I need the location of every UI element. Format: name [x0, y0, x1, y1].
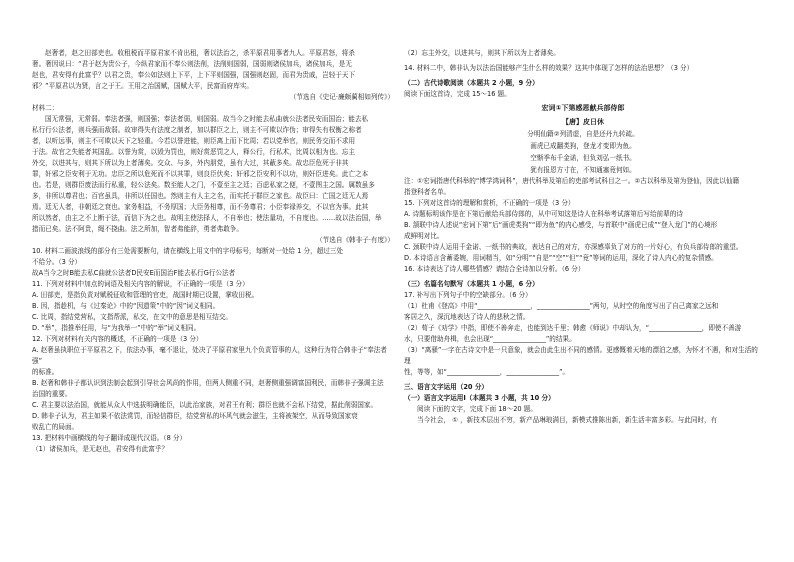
text-line: （1）杜甫《登高》中用“________________，________________”两句，从时空的角度写出了自己离家之远和: [404, 302, 719, 310]
text-line: B. 颔联中诗人述说“宏词下第”后“画虎类狗”“即为鱼”的内心感受，与首联中“画虎已成”“登入龙门”的心境形: [404, 221, 718, 229]
text-line: 的标准。: [32, 368, 59, 376]
poem-title: 宏词①下第感恩献兵部侍郎: [541, 104, 625, 112]
text-line: 11. 下列对材料中加点的词语及相关内容的解说，不正确的一项是（3 分）: [32, 280, 249, 288]
text-line: 12. 下列对材料有关内容的概述，不正确的一项是（3 分）: [32, 335, 203, 343]
text-line: C. 君主要以法治国，就能从众人中选拔明确能臣，以此治家族，对君王有利；群臣也就不会私下结党，据此削弱国家。: [32, 401, 378, 409]
text-line: 也。若是，则群臣废法而行私重，轻公法矣。数至能人之门，不壹至主之廷；百虑私家之便，不壹图主之国。属数虽多: [32, 181, 375, 189]
text-line: 客居之久，深沉地表达了诗人的悲秋之情。: [404, 313, 530, 321]
text-line: （1）诸侯加兵，是无赵也，君安得有此富乎？: [32, 445, 169, 453]
poem-line: 犹有报恩方寸在，不知通塞竟何如。: [530, 166, 636, 174]
text-line: 当今社会， ① ，新技术层出不穷，新产品琳琅满目，新模式推陈出新，新生活丰富多彩。与此同时，有: [417, 416, 718, 424]
text-line: 不给分。（3 分）: [32, 258, 82, 266]
text-line: （节选自《韩非子·有度》）: [316, 236, 394, 244]
text-line: 注：①宏词指唐代科举的“博学鸿词科”，唐代科举及第后的吏部考试科目之一。②古以科举及第为登仙，因此以仙籍: [404, 177, 740, 185]
text-line: 邪？”平原君以为贤，言之于王。王用之治国赋，国赋大平，民富而府库实。: [32, 82, 254, 90]
text-line: 三、语言文字运用（20 分）: [404, 383, 489, 391]
text-line: 罪，奸邪之臣安利于无功。忠臣之所以危死而不以其罪，则良臣伏矣；奸邪之臣安利不以功，则奸臣进矣。此亡之本: [32, 170, 369, 178]
text-line: 治国的重要。: [32, 390, 72, 398]
text-line: A. 赵奢虽执职位于平原君之下，依法办事，毫不退让，处决了平原君家里九个负责管事的人，这种行为符合韩非子“奉法者强”: [32, 346, 387, 365]
text-line: 焉。廷无人者，非朝廷之衰也。家务相益，不务厚国；大臣务相尊，而不务尊君；小臣奉禄养交，不以官为事。此其: [32, 203, 369, 211]
text-line: C. 比周，指结党营私，文指帮派，私交，在文中的意思是相互结交。: [32, 313, 233, 321]
text-line: 赵也，君安得有此富乎？以君之贵，奉公如法则上下平，上下平则国强，国强则赵固，而君为贵戚，岂轻于天下: [32, 71, 356, 79]
text-line: 赵奢者，赵之田部吏也。收租税而平原君家不肯出租，奢以法治之，杀平原君用事者九人。平原君怒，将杀: [45, 49, 355, 57]
text-line: （2）荀子《劝学》中指，即使不善奔走，也能到达千里；韩愈《师说》中却认为，“________________，即使不善游: [404, 324, 742, 332]
text-line: 成鲜明对比。: [404, 232, 444, 240]
right-column: [404, 48, 762, 426]
text-line: 水，只要借助舟楫，也会出现“________________”的结果。: [404, 335, 576, 343]
text-line: 措而已矣。法不阿贵，绳不挠曲。法之所加，智者弗能辞，勇者弗敢争。: [32, 225, 243, 233]
text-line: D. 本诗语言含蓄委婉，用词精当，如“分明”“自是”“空”“但”“竟”等词的运用，深化了诗人内心的复杂情感。: [404, 254, 718, 262]
poem-author: 【唐】皮日休: [562, 118, 604, 126]
text-line: 所以然者，由主之不上断于法，而信下为之也。故明主使法择人，不自举也；使法量功，不自度也。……故以法治国，举: [32, 214, 382, 222]
text-line: D. “举”，指推举任用，与“为我举一”中的“举”词义相同。: [32, 324, 201, 332]
text-line: 于法。故官之失能者其国乱。以誉为赏，以毁为罚也，则好赏恶罚之人，释公行，行私术，比周以相为也。忘主: [32, 148, 356, 156]
text-line: 指登科者名单。: [404, 188, 451, 196]
poem-line: 空惭季布千金诺，但负刘弘一纸书。: [530, 154, 636, 162]
text-line: 17. 补写出下列句子中的空缺部分。（6 分）: [404, 291, 532, 299]
left-column: [32, 48, 394, 455]
poem-line: 分明仙籍②列清虚，自是还丹九转疏。: [527, 130, 639, 138]
text-line: （三）名篇名句默写（本题共 1 小题，6 分）: [404, 280, 539, 288]
text-line: （2）忘主外交，以进其与，则其下所以为上者薄矣。: [404, 49, 560, 57]
text-line: 多，非所以尊君也；百官虽具，非所以任国也。然则主有人主之名，而实托于群臣之家也。故臣曰：亡国之廷无人焉: [32, 192, 369, 200]
text-line: C. 颈联中诗人运用千金诺、一纸书的典故，表达自己的对方，亦深感辜负了对方的一片好心，有负兵部侍郎的重望。: [404, 243, 743, 251]
text-line: D. 韩非子认为，君主如果不依法赏罚，而轻信群臣，结党营私的坏风气就会滋生，主将被架空，从而导致国家衰: [32, 412, 358, 420]
text-line: 16. 本诗表达了诗人哪些情感？请结合全诗加以分析。（6 分）: [404, 265, 585, 273]
text-line: 者，以听远事，则主不可欺以天下之轻重。今若以誉进能，则臣离上而下比周；若以党举官，则民务交而不求用: [32, 137, 356, 145]
text-line: （一）语言文字运用Ⅰ（本题共 3 小题，共 10 分）: [404, 394, 555, 402]
text-line: 10. 材料二画波浪线的部分有三处需要断句，请在横线上用文中的字母标号，每断对一处给 1 分，超过三处: [32, 247, 344, 255]
text-line: （节选自《史记·廉颇蔺相如列传》）: [289, 93, 394, 101]
text-line: 15. 下列对这首诗的理解和赏析，不正确的一项是（3 分）: [404, 199, 575, 207]
text-line: 奢。奢因说曰：“君于赵为贵公子，今纵君家而不奉公则法削，法削则国弱，国弱则诸侯加兵，诸侯加兵，是无: [32, 60, 352, 68]
text-line: 性，等等，如“________________，________________”。: [404, 368, 570, 376]
text-line: （3）“离骚”一字在古诗文中是一只意象，就会由此生出不同的感情。更感慨着天地的漂泊之感，为怀才不遇，和对生活的理: [404, 346, 758, 365]
text-line: 故A当今之时B能去私C曲就公法者D民安E而国治F能去私行G行公法者: [32, 269, 236, 277]
text-line: （二）古代诗歌阅读（本题共 2 小题，9 分）: [404, 79, 539, 87]
text-line: 13. 把材料中画横线的句子翻译成现代汉语。（8 分）: [32, 434, 187, 442]
text-line: 14. 材料二中，韩非认为以法治国能够产生什么样的效果？这其中体现了怎样的法治思想？（3 分）: [404, 64, 694, 72]
text-line: 材料二：: [32, 104, 59, 112]
text-line: 私行行公法者，则兵强而敌弱。故审得失有法度之制者，加以群臣之上，则主不可欺以诈伪；审得失有权衡之称者: [32, 126, 362, 134]
text-line: A. 诗题标明该作是在下第后献给兵部侍郎的，从中可知这是诗人在科举考试落第后写给前辈的诗: [404, 210, 683, 218]
text-line: B. 赵奢和韩非子都认识到法制会起到引导社会风尚的作用，但两人侧重不同，赵奢侧重强调富国利民，而韩非子强调主法: [32, 379, 384, 387]
text-line: B. 因，指趁机，与《过秦论》中的“因遗策”中的“因”词义相同。: [32, 302, 220, 310]
text-line: 外交，以进其与，则其下所以为上者薄矣。交众、与多，外内朋党，虽有大过，其蔽多矣。故忠臣危死于非其: [32, 159, 349, 167]
text-line: 阅读下面这首诗，完成 15～16 题。: [404, 90, 511, 98]
text-line: 败乱亡的局面。: [32, 423, 79, 431]
text-line: 阅读下面的文字，完成下面 18～20 题。: [417, 405, 537, 413]
poem-line: 画虎已成翻类狗，登龙才变即为鱼。: [530, 142, 636, 150]
text-line: A. 田部吏，是指负责对赋税征收和管理的官吏，战国时期已设置，掌收田税。: [32, 291, 259, 299]
text-line: 国无常强，无常弱。奉法者强，则国强；奉法者弱，则国弱。故当今之时能去私曲就公法者民安而国治；能去私: [45, 115, 369, 123]
